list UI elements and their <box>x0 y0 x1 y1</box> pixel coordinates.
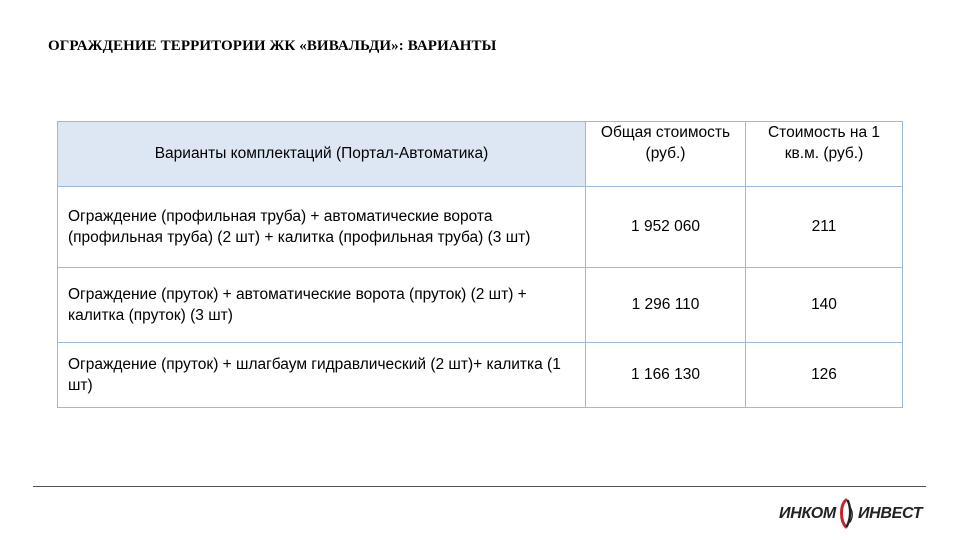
table-row <box>58 343 903 408</box>
row-cost-per-meter: 211 <box>746 187 903 268</box>
row-cost-per-meter: 126 <box>746 343 903 408</box>
row-description: Ограждение (пруток) + шлагбаум гидравлический (2 шт)+ калитка (1 шт) <box>58 343 586 408</box>
table-row <box>58 268 903 343</box>
header-total-cost <box>586 122 746 187</box>
header-cost-per-meter <box>746 122 903 187</box>
row-total-cost: 1 166 130 <box>586 343 746 408</box>
table-header-row <box>58 122 903 187</box>
row-cost-per-meter: 140 <box>746 268 903 343</box>
row-total-cost: 1 952 060 <box>586 187 746 268</box>
options-table <box>57 121 903 408</box>
logo-text-right: ИНВЕСТ <box>857 505 923 522</box>
incom-emblem-icon <box>837 496 857 532</box>
header-cost-per-meter-line-1: Стоимость на 1 <box>767 124 880 141</box>
header-total-cost-line-1: Общая стоимость <box>600 124 731 141</box>
header-total-cost-line-2: (руб.) <box>645 145 686 163</box>
header-cost-per-meter-line-2: кв.м. (руб.) <box>784 145 864 163</box>
slide-title: ОГРАЖДЕНИЕ ТЕРРИТОРИИ ЖК «ВИВАЛЬДИ»: ВАРИАНТЫ <box>48 38 497 54</box>
logo-text-left: ИНКОМ <box>779 505 836 522</box>
table-row <box>58 187 903 268</box>
row-total-cost: 1 296 110 <box>586 268 746 343</box>
header-description: Варианты комплектаций (Портал-Автоматика) <box>58 122 586 187</box>
footer-divider <box>33 486 926 487</box>
row-description: Ограждение (пруток) + автоматические ворота (пруток) (2 шт) + калитка (пруток) (3 шт) <box>58 268 586 343</box>
company-logo <box>779 496 923 532</box>
row-description: Ограждение (профильная труба) + автоматические ворота (профильная труба) (2 шт) + калитка (профильная труба) (3 шт) <box>58 187 586 268</box>
